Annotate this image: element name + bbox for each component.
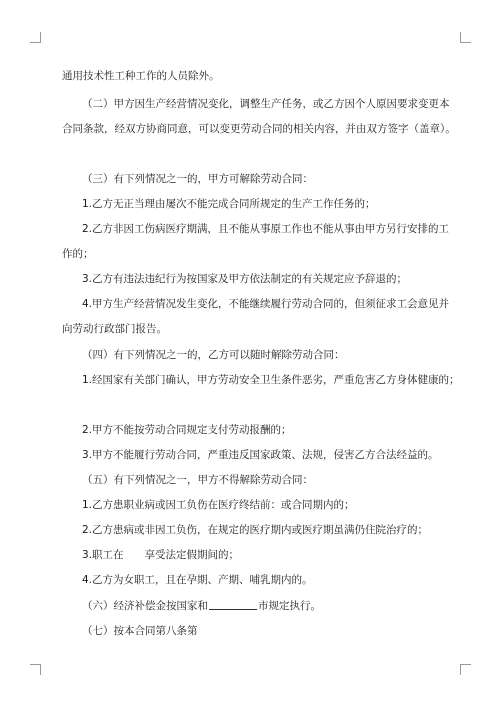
list-item: 3.乙方有违法违纪行为按国家及甲方依法制定的有关规定应予辞退的；	[82, 273, 408, 285]
crop-mark-bottom-right	[460, 664, 471, 675]
crop-mark-top-left	[30, 32, 41, 43]
list-item: 1.乙方无正当理由屡次不能完成合同所规定的生产工作任务的；	[82, 198, 376, 210]
compensation-text-after: 市规定执行。	[258, 600, 321, 612]
compensation-text-before: （六）经济补偿金按国家和	[82, 600, 208, 612]
list-item: 4.乙方为女职工，且在孕期、产期、哺乳期内的。	[82, 574, 313, 586]
paragraph-line: 合同条款，经双方协商同意，可以变更劳动合同的相关内容，并由双方签字（盖章）。	[62, 123, 456, 135]
list-item: 4.甲方生产经营情况发生变化，不能继续履行劳动合同的，但须征求工会意见并	[82, 298, 450, 310]
fill-in-blank	[209, 599, 257, 610]
list-item: 2.乙方非因工伤病医疗期满，且不能从事原工作也不能从事由甲方另行安排的工	[82, 223, 450, 235]
list-item: 3.职工在 享受法定假期间的；	[82, 549, 240, 561]
list-item: 2.甲方不能按劳动合同规定支付劳动报酬的；	[82, 424, 292, 436]
section-heading: （七）按本合同第八条第	[82, 625, 198, 637]
list-item-continuation: 向劳动行政部门报告。	[62, 323, 167, 335]
list-item: 1.经国家有关部门确认，甲方劳动安全卫生条件恶劣，严重危害乙方身体健康的；	[82, 374, 460, 386]
crop-mark-bottom-left	[30, 664, 41, 675]
section-heading: （四）有下列情况之一的，乙方可以随时解除劳动合同：	[82, 349, 345, 361]
paragraph-line: 通用技术性工种工作的人员除外。	[62, 70, 220, 82]
paragraph-line: （二）甲方因生产经营情况变化，调整生产任务，或乙方因个人原因要求变更本	[82, 98, 450, 110]
section-heading-with-blank	[82, 599, 321, 613]
list-item-continuation: 作的；	[62, 248, 94, 260]
section-heading: （五）有下列情况之一，甲方不得解除劳动合同：	[82, 474, 313, 486]
crop-mark-top-right	[460, 32, 471, 43]
list-item: 1.乙方患职业病或因工负伤在医疗终结前：或合同期内的；	[82, 499, 355, 511]
section-heading: （三）有下列情况之一的，甲方可解除劳动合同：	[82, 173, 313, 185]
list-item: 2.乙方患病或非因工负伤，在规定的医疗期内或医疗期虽满仍住院治疗的；	[82, 524, 429, 536]
list-item: 3.甲方不能履行劳动合同，严重违反国家政策、法规，侵害乙方合法经益的。	[82, 449, 439, 461]
